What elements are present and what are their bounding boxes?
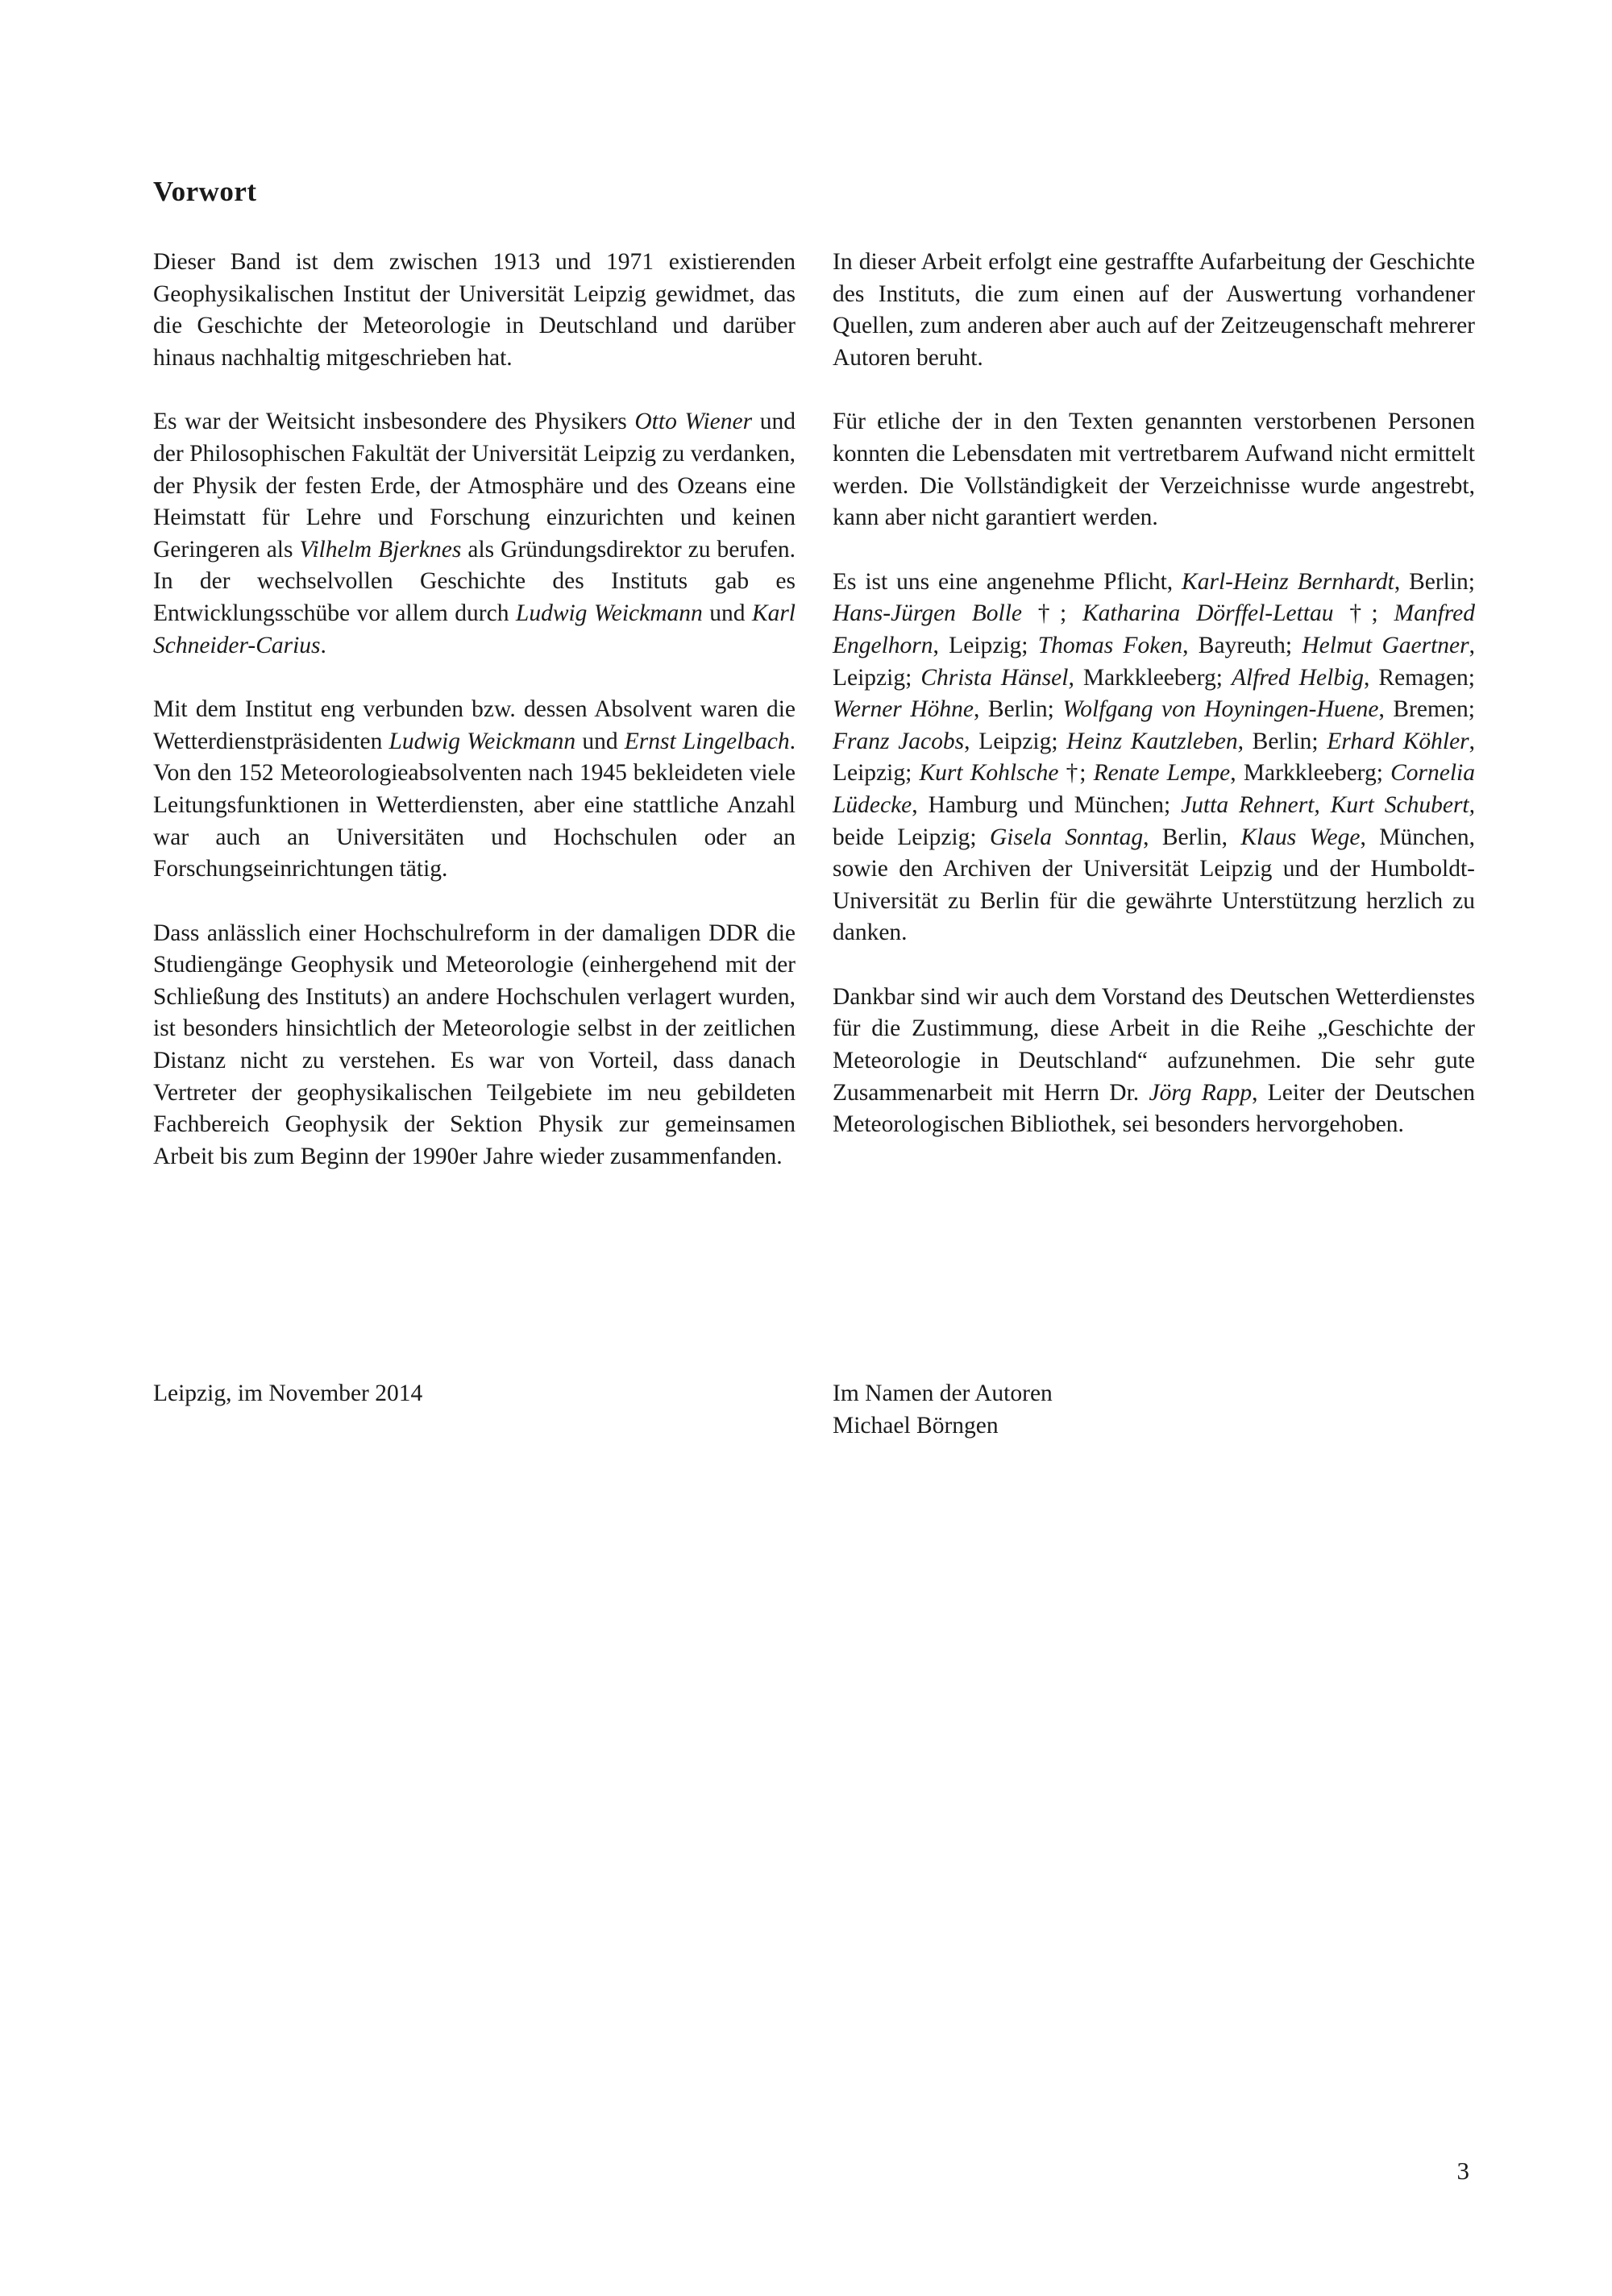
left-column [153, 247, 796, 1205]
person-name: Heinz Kautzleben, [1066, 728, 1244, 754]
paragraph-text: Mit dem Institut eng verbunden bzw. dessen Absolvent waren die Wetterdienstpräsidenten [153, 696, 796, 754]
person-name: Ludwig Weickmann [388, 728, 576, 754]
paragraph-text: als Gründungsdirektor zu berufen. In der wechselvollen Geschichte des Instituts gab es Entwicklungsschübe vor allem durch [153, 536, 796, 626]
place-date-block [153, 1378, 422, 1410]
paragraph-text: , Bremen; [1378, 696, 1475, 723]
page-title: Vorwort [153, 176, 257, 207]
paragraph-completeness: Für etliche der in den Texten genannten verstorbenen Personen konnten die Lebensdaten mit vertretbarem Aufwand nicht ermittelt werden. Die Vollständigkeit der Verzeichnisse wurde angestrebt, kann aber nicht garantiert werden. [833, 409, 1475, 531]
person-name: Helmut Gaertner [1302, 632, 1469, 658]
person-name: Karl Schneider-Carius [153, 600, 796, 658]
paragraph-text: †; [1058, 760, 1094, 787]
paragraph-text: Berlin; [1243, 728, 1327, 754]
right-column [833, 247, 1475, 1173]
paragraph-text: Es ist uns eine angenehme Pflicht, [833, 568, 1182, 595]
person-name: Werner Höhne [833, 696, 974, 723]
person-name: Gisela Sonntag [989, 824, 1144, 850]
person-name: Hans-Jürgen Bolle [833, 600, 1022, 627]
paragraph-text: und [575, 728, 625, 754]
paragraph-text: , Leipzig; [833, 632, 1475, 691]
person-name: Ludwig Weickmann [515, 600, 703, 626]
author-name: Michael Börngen [833, 1412, 999, 1439]
person-name: Alfred Helbig [1232, 664, 1364, 691]
paragraph-text: , Berlin; [973, 696, 1063, 723]
person-name: Katharina Dörffel-Lettau [1082, 600, 1334, 627]
paragraph-text: . Von den 152 Meteorologieabsolventen nach 1945 bekleideten viele Leitungsfunktionen in Wetterdiensten, aber eine stattliche Anzahl war auch an Universitäten und Hochschulen oder an Forschungseinrichtungen tätig. [153, 728, 796, 882]
paragraph-text: beide Leipzig; [833, 824, 990, 850]
person-name: Vilhelm Bjerknes [299, 536, 462, 563]
paragraph-dedication: Dieser Band ist dem zwischen 1913 und 1971 existierenden Geophysikalischen Institut der Universität Leipzig gewidmet, das die Geschichte der Meteorologie in Deutschland und darüber hinaus nachhaltig mitgeschrieben hat. [153, 249, 796, 371]
person-name: Otto Wiener [634, 409, 753, 435]
paragraph-acknowledgements [833, 567, 1475, 949]
person-name: Jörg Rapp [1149, 1079, 1253, 1106]
place-date: Leipzig, im November 2014 [153, 1381, 423, 1406]
paragraph-text: und [702, 600, 752, 626]
paragraph-text: , Markkleeberg; [1230, 760, 1391, 787]
person-name: Erhard Köhler [1327, 728, 1469, 754]
person-name: Manfred Engelhorn [833, 600, 1476, 658]
paragraph-text: , Berlin, [1143, 824, 1241, 850]
person-name: Ernst Lingelbach [624, 728, 790, 754]
paragraph-text: , Bayreuth; [1182, 632, 1302, 658]
paragraph-text: †; [1333, 600, 1394, 627]
person-name: Kurt Kohlsche [919, 760, 1059, 787]
person-name: Thomas Foken [1037, 632, 1183, 658]
paragraph-text: , München, sowie den Archiven der Universität Leipzig und der Humboldt-Universität zu Berlin für die gewährte Unterstützung herzlich zu danken. [833, 824, 1475, 946]
person-name: Cornelia Lüdecke [833, 760, 1475, 818]
paragraph-graduates [153, 694, 796, 886]
paragraph-text: , Remagen; [1363, 664, 1475, 691]
paragraph-text: . [320, 632, 326, 658]
paragraph-text: , Berlin; [1394, 568, 1475, 595]
paragraph-method: In dieser Arbeit erfolgt eine gestraffte Aufarbeitung der Geschichte des Instituts, die zum einen auf der Auswertung vorhandener Quellen, zum anderen aber auch auf der Zeitzeugenschaft mehrerer Autoren beruht. [833, 249, 1475, 371]
paragraph-text: , Hamburg und München; [912, 791, 1182, 818]
page-number: 3 [1456, 2157, 1469, 2185]
person-name: Renate Lempe [1093, 760, 1231, 787]
paragraph-text: Es war der Weitsicht insbesondere des Physikers [153, 409, 635, 435]
signature-block [833, 1378, 1053, 1442]
paragraph-text: Markkleeberg; [1074, 664, 1232, 691]
paragraph-dwd-thanks [833, 982, 1475, 1141]
paragraph-founding [153, 406, 796, 662]
person-name: Franz Jacobs [833, 728, 965, 754]
person-name: Christa Hänsel, [920, 664, 1074, 691]
paragraph-text: , Leipzig; [964, 728, 1067, 754]
paragraph-text: Dankbar sind wir auch dem Vorstand des Deutschen Wetterdienstes für die Zustimmung, diese Arbeit in die Reihe „Geschichte der Meteorologie in Deutschland“ aufzunehmen. Die sehr gute Zusammenarbeit mit Herrn Dr. [833, 983, 1475, 1106]
person-name: Jutta Rehnert, Kurt Schubert, [1181, 791, 1475, 818]
paragraph-text: , Leiter der Deutschen Meteorologischen Bibliothek, sei besonders hervorgehoben. [833, 1079, 1475, 1138]
paragraph-text: , Leipzig; [833, 728, 1476, 787]
paragraph-reform: Dass anlässlich einer Hochschulreform in der damaligen DDR die Studiengänge Geophysik und Meteorologie (einhergehend mit der Schließung des Instituts) an andere Hochschulen verlagert wurden, ist besonders hinsichtlich der Meteorologie selbst in der zeitlichen Distanz nicht zu verstehen. Es war von Vorteil, dass danach Vertreter der geophysikalischen Teilgebiete im neu gebildeten Fachbereich Geophysik der Sektion Physik zur gemeinsamen Arbeit bis zum Beginn der 1990er Jahre wieder zusammenfanden. [153, 920, 796, 1169]
person-name: Karl-Heinz Bernhardt [1182, 568, 1394, 595]
person-name: Klaus Wege [1240, 824, 1361, 850]
signature-line: Im Namen der Autoren [833, 1381, 1053, 1406]
person-name: Wolfgang von Hoyningen-Huene [1062, 696, 1379, 723]
paragraph-text: , Leipzig; [933, 632, 1038, 658]
paragraph-text: †; [1022, 600, 1082, 627]
paragraph-text: und der Philosophischen Fakultät der Universität Leipzig zu verdanken, der Physik der festen Erde, der Atmosphäre und des Ozeans eine Heimstatt für Lehre und Forschung einzurichten und keinen Geringeren als [153, 409, 796, 563]
